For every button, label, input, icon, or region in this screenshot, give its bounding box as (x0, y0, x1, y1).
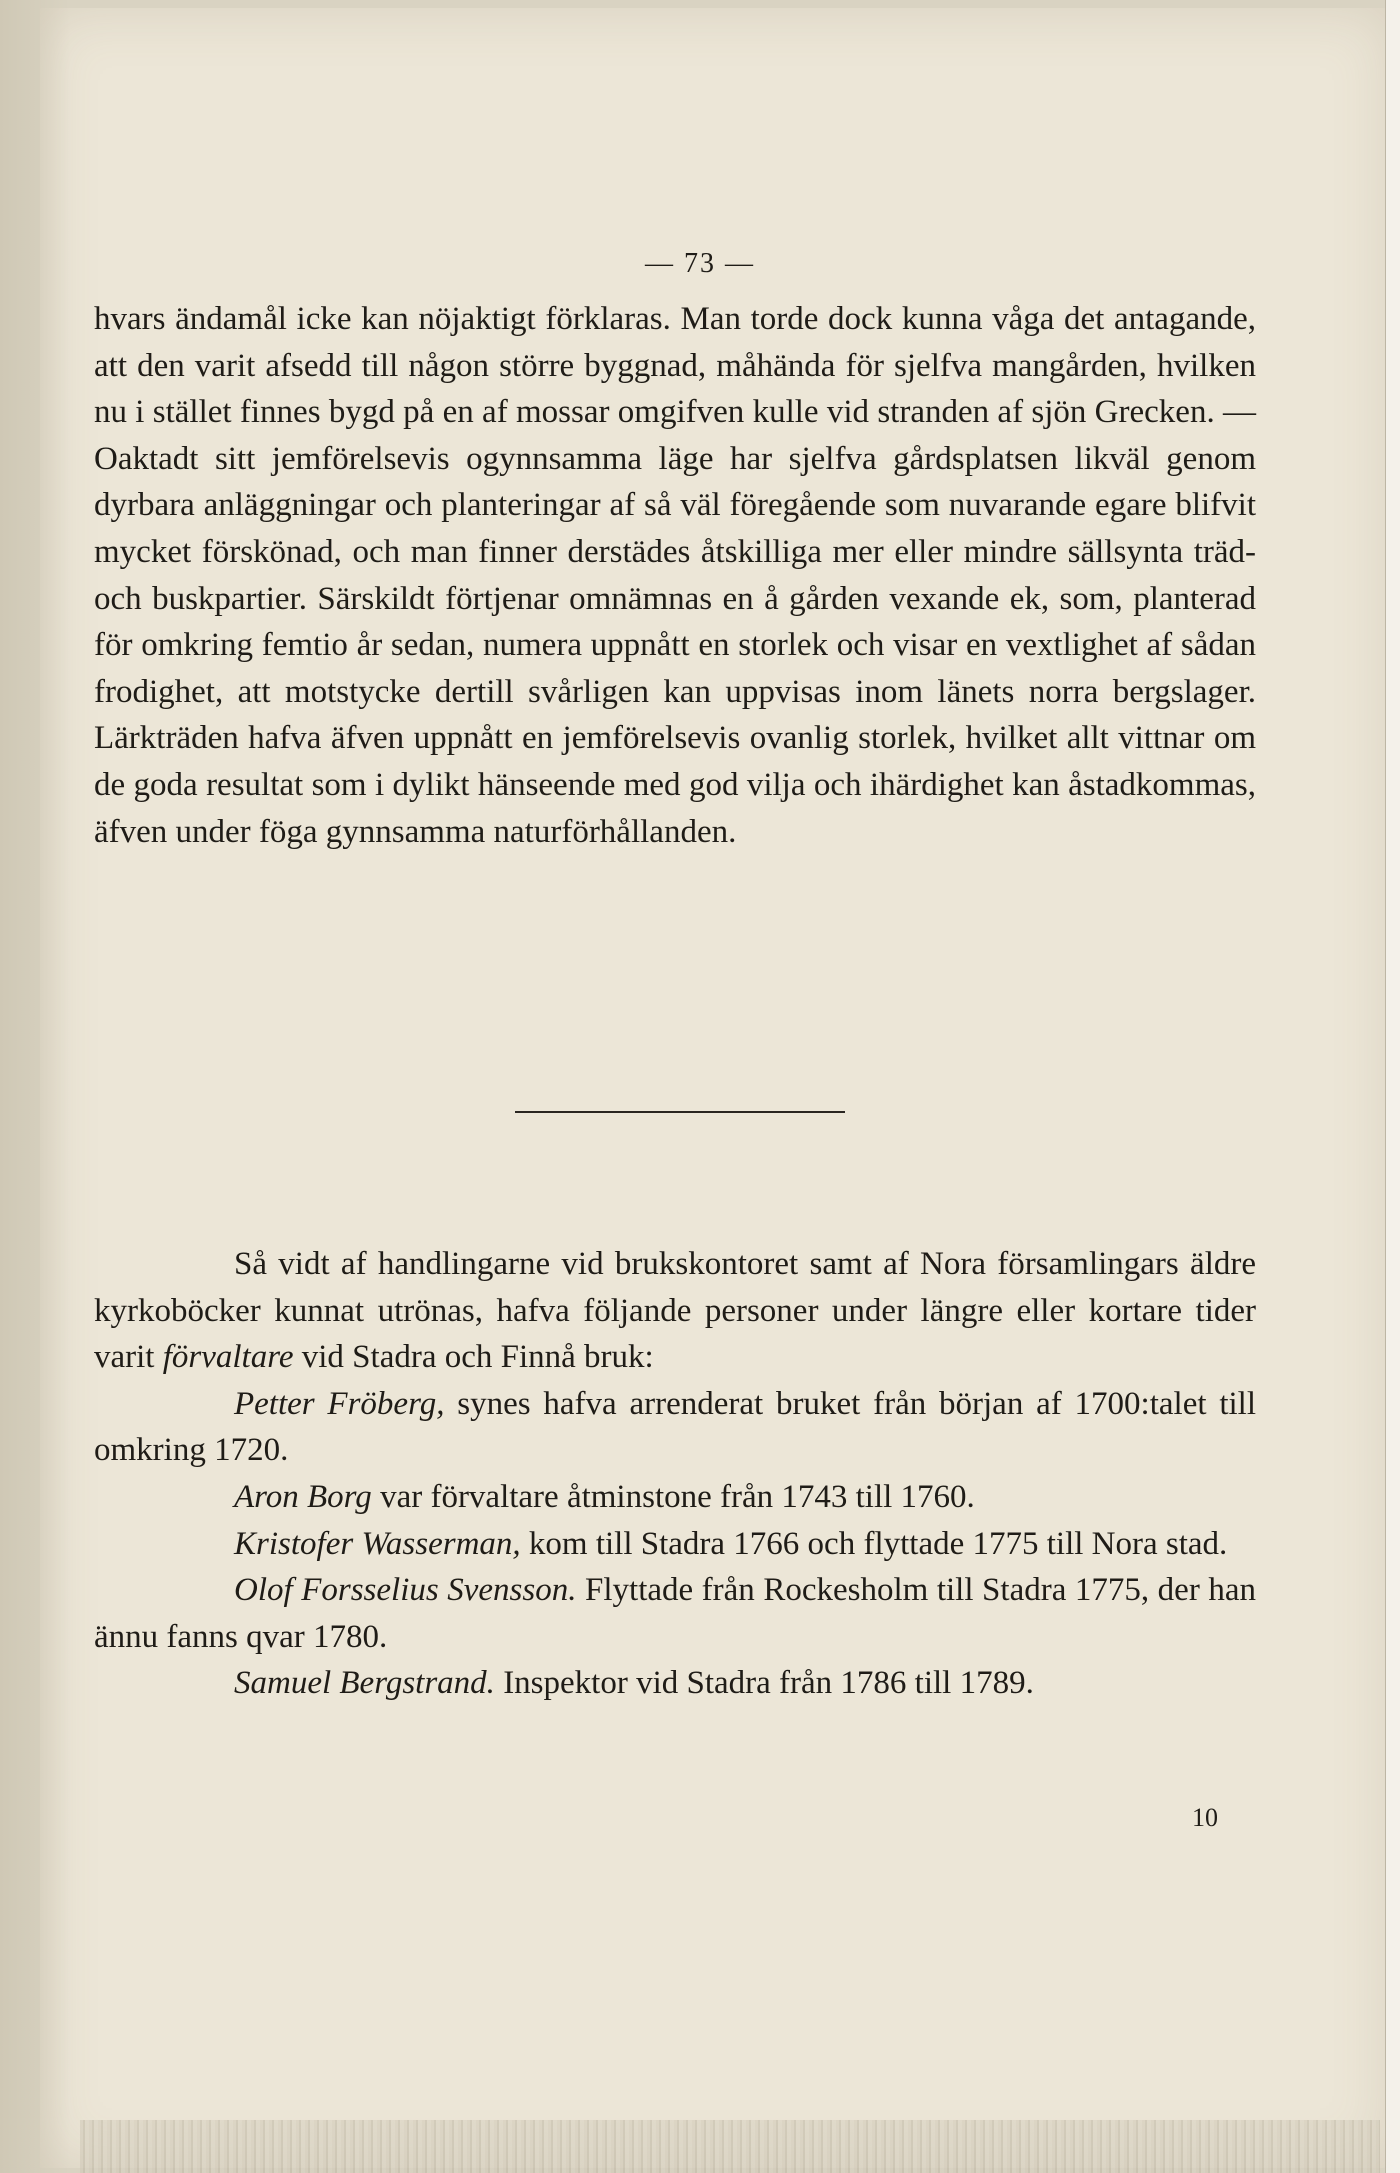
paragraph-text: hvars ändamål icke kan nöjaktigt förklaras. Man torde dock kunna våga det antagande, att den varit afsedd till någon större byggnad, måhända för sjelfva mangården, hvilken nu i stället finnes bygd på en af mossar omgifven kulle vid stranden af sjön Grecken. — Oaktadt sitt jemförelsevis ogynnsamma läge har sjelfva gårdsplatsen likväl genom dyrbara anläggningar och planteringar af så väl föregående som nuvarande egare blifvit mycket förskönad, och man finner derstädes åtskilliga mer eller mindre sällsynta träd- och buskpartier. Särskildt förtjenar omnämnas en å gården vexande ek, som, planterad för omkring femtio år sedan, numera uppnått en storlek och visar en vextlighet af sådan frodighet, att motstycke dertill svårligen kan uppvisas inom länets norra bergslager. Lärkträden hafva äfven uppnått en jemförelsevis ovanlig storlek, hvilket allt vittnar om de goda resultat som i dylikt hänseende med god vilja och ihärdighet kan åstadkommas, äfven under föga gynnsamma naturförhållanden. (94, 301, 1256, 850)
scan-edge-strip (80, 2120, 1380, 2173)
entry-name: Samuel Bergstrand. (234, 1665, 495, 1702)
entry-name: Petter Fröberg, (234, 1385, 445, 1422)
entry-text: synes hafva arrenderat bruket från början af 1700:talet till omkring 1720. (94, 1385, 1256, 1469)
signature-mark: 10 (1192, 1803, 1218, 1832)
intro-text-before: Så vidt af handlingarne vid brukskontoret samt af Nora församlingars äldre kyrkoböcker kunnat utrönas, hafva följande personer under längre eller kortare tider varit (94, 1246, 1256, 1376)
entry-name: Kristofer Wasserman, (234, 1525, 521, 1562)
page-edge (1385, 0, 1400, 2173)
entry-text: var förvaltare åtminstone från 1743 till 1760. (371, 1478, 975, 1515)
entry-paragraph (94, 1474, 1256, 1521)
entry-name: Aron Borg (234, 1478, 372, 1515)
intro-text-after: vid Stadra och Finnå bruk: (293, 1339, 654, 1376)
entry-paragraph (94, 1381, 1256, 1474)
intro-italic-term: förvaltare (162, 1339, 294, 1376)
entry-text: Flyttade från Rockesholm till Stadra 1775, der han ännu fanns qvar 1780. (94, 1572, 1256, 1655)
page-number: — 73 — (645, 248, 755, 279)
entry-name: Olof Forsselius Svensson. (234, 1572, 577, 1609)
entry-paragraph (94, 1521, 1256, 1568)
entry-paragraph (94, 1660, 1256, 1707)
spine-shadow (0, 0, 70, 2173)
section-divider (515, 1111, 845, 1113)
section-paragraph (94, 296, 1256, 855)
intro-paragraph (94, 1241, 1256, 1381)
entry-text: kom till Stadra 1766 och flyttade 1775 till Nora stad. (520, 1525, 1228, 1562)
entry-text: Inspektor vid Stadra från 1786 till 1789. (494, 1665, 1034, 1702)
entry-paragraph (94, 1567, 1256, 1660)
administrators-section (94, 1241, 1256, 1707)
